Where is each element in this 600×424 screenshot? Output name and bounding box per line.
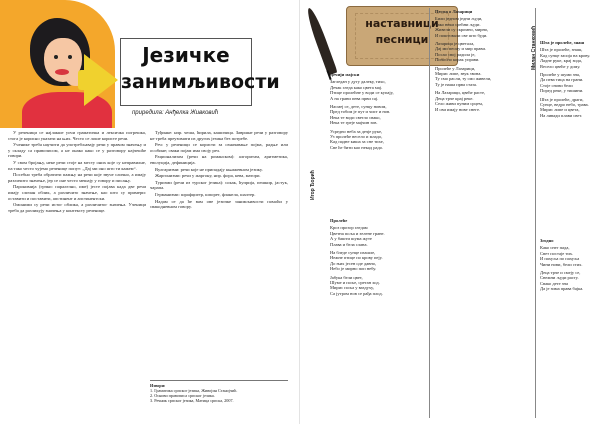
poem-line: Птице пролећне у води се купају, [330,90,394,96]
poem-stanza [330,225,426,247]
paragraph: У реченици се најлакше уочи граматичка и лексичка погрешка, стога је корисно указати на њих. Често се лоше користе речи. [8,130,146,141]
poet-name-label: Игор Ђорић [310,170,316,200]
column-divider [535,8,536,418]
poem-line: Небо је мирно поп небу. [330,266,377,272]
paragraph: Вулгаризми: речи које не припадају књижевном језику. [155,166,263,172]
poem-line: Пролеће у шуми зна, [540,72,581,78]
poem-stanza [540,47,600,69]
reference-item: 3. Речник српског језика, Матица српска, 2007. [150,398,234,403]
paragraph: Паронимија (грчки: паралелно, име) јесте појава када две речи имају сличан облик, а различито значење, као што су примери: оставити и поставити, апстинент и апстинентски. [8,184,146,201]
paragraph: Посебно треба обратити пажњу на речи које звуче слично, а имају различито значење, јер се оне често мешају у говору и писању. [8,172,146,183]
poem-line: Како снег пада, [540,245,570,251]
poem-line: Са јутром нов се рађа плод. [330,290,383,296]
poem-line: Свет постаје тих. [540,250,574,256]
paragraph: Туђинке: нпр. чеша, ћирила, кашичица. Завршне речи у разговору не треба преузимати из других језика без потребе. [150,130,288,141]
poem-line: Ту смо расли, ту смо живели, [435,76,492,82]
poem-line: Јабука бели цвет, [330,274,363,280]
poem-line: Шта је пролеће, знаш, [540,47,583,53]
poem-line: Деца трче крај реке. [435,95,474,101]
eye-icon [54,55,58,59]
poem-line: Тако неки срећни људи. [435,21,481,27]
poem-line: Пред тобом је пут и чист и нов. [330,109,391,115]
paragraph: Ученике треба научити да употребљавају речи у правом значењу и у складу са правописом, а не онако како се у разговору најчешће говори. [8,142,146,159]
poem [330,218,426,299]
poem-line: Све ће бити као некад радо. [330,144,384,150]
references-divider [150,380,288,381]
poem-line: Дечак гледа како цвета мај. [330,84,383,90]
poem-line: Живели су скромно, мирно, [435,27,489,33]
column-divider [429,8,430,418]
quill-icon [304,6,337,75]
megaphone-icon [84,54,118,106]
poem-line: Поносно корак управи. [435,57,480,63]
poem-line: Кроз прозор гледам [330,225,368,231]
poem-line: Стоје снови бели [540,82,573,88]
poem-line: А у башти шума жуте [330,236,372,242]
poem-line: На Лазарици, цвеће расте, [435,90,486,96]
poem-line: Пролеће у Лазарици, [435,65,476,71]
article-column-1 [8,130,146,214]
poem-line: Да је зима права бајка. [540,286,584,292]
poem-line: Нежне птице по крову пеју. [330,255,383,261]
poem-title: Згодно [540,238,554,243]
right-page [300,0,600,424]
header-illustration [0,0,300,128]
poem-title: Дечији мајски [330,72,360,77]
poem-line: Посао свој радила је, [435,51,476,57]
poem-stanza [540,270,600,292]
poem-stanza [435,16,525,38]
poem-line: На бледе сунце изашле, [330,250,376,256]
poem-line: Снежни људи расту. [540,275,579,281]
poem-line: Нека те води светло свако, [330,114,381,120]
poet-name-label: Милан Станковић [531,25,537,70]
eye-icon [68,55,72,59]
article-column-2 [150,130,288,211]
poem-line: Село живи пуним срцем, [435,101,483,107]
reference-item: 1. Граматика српског језика, Живојин Станојчић. [150,388,238,393]
poem-stanza [540,72,600,94]
poem-stanza [330,79,426,101]
poem-line: Дај ми песму и мир прави. [435,46,487,52]
paragraph: Реч: у реченици се користи за означавање појма, радње или особине; сваки појам има своју реч. [150,142,288,153]
poem-line: Мирис липе, звук звона. [435,71,482,77]
poem-title: Песма о Лазарици [435,9,473,14]
poem-title: Шта је пролеће, знаш [540,40,585,45]
paragraph: Омоними су речи истог облика, а различитог значења. Ученици треба да разликују значења у контексту реченице. [8,202,146,213]
poem-line: Загледан у дугу далеку, тихо, [330,79,386,85]
poem-line: Плава и бела слана. [330,241,368,247]
poem-line: Ту је наша прва стаза. [435,81,478,87]
poem-line: И пахуља по пахуља [540,256,580,262]
poem-line: Били једном једни људи, [435,16,483,22]
references [150,383,288,403]
poem-stanza [330,275,426,297]
poem [540,238,600,295]
poem-stanza [330,250,426,272]
poem-line: Свако дете зна [540,280,568,286]
poem-stanza [435,66,525,88]
paragraph: Жаргонизми: речи у жаргону, нпр. фора, кева, матори. [155,173,261,179]
poem-line: Уз пролеће весело и младо, [330,134,383,140]
references-heading: Извори: [150,383,166,388]
poem-stanza [540,97,600,119]
poem-line: Сунце, ведро небо, трава. [540,102,589,108]
paragraph: Надам се да ће вам ове језичке занимљивости помоћи у свакодневном говору. [150,198,288,210]
poem-title: Пролеће [330,218,348,223]
article-title-line2: занимљивости [121,71,280,93]
poem-line: Да пева тица на грани. [540,77,584,83]
poem-line: А на грани пева први сај. [330,95,379,101]
poem-stanza [330,129,426,151]
title-box [120,38,280,106]
poem-line: Усредно неба за дечје руке, [330,128,383,134]
paragraph: Рационализам (речи на романском): алгоритам, аритметика, еволуција, дефиниција. [150,154,288,165]
reference-item: 2. Основи правописа српског језика. [150,393,215,398]
poem [435,9,525,115]
poem-line: Ладне руке, крај зида, [540,58,583,64]
poem-line: Кад сунце засија на крову. [540,52,591,58]
paragraph: Германизми: шрафцигер, шпорет, фланела, шалтер. [155,191,256,197]
poem-line: Лазарица је цветала, [435,41,475,47]
poem-line: Насмеј се, дете, сунцу новом, [330,104,387,110]
poem-line: И сви имају нове снеге. [435,106,481,112]
section-heading-line1: наставници [365,17,439,30]
poem-line: Мирис липе и цвета, [540,107,580,113]
poem-line: Мирис поља у ваздуху, [330,285,374,291]
section-heading-line2: песници [375,33,429,46]
poem-line: До њих јесен оде давно, [330,260,377,266]
article-title-line1: Језичке [142,43,230,67]
poem-stanza [330,104,426,126]
poem-stanza [435,41,525,63]
poem-line: Шта је пролеће, драги, [540,96,584,102]
poem-line: Нека те греје мајчин зов. [330,120,378,126]
poem-line: На ливади плави свет. [540,112,583,118]
poem [330,72,426,153]
article-author: приредила: Анђелка Живковић [132,110,219,116]
poem-stanza [540,245,600,267]
poem-line: Кад падне киша за сне тихе, [330,139,384,145]
paragraph: Туризми (речи из турског језика): сокак, ћуприја, пешкир, јастук, чарапа. [150,179,288,191]
poem-line: Цветна поља и зелене гране. [330,230,385,236]
poem [540,40,600,121]
poem-stanza [435,90,525,112]
poem-line: Поред реке, у тишини. [540,88,584,94]
poem-line: Шуме и поље, сретан ход. [330,280,380,286]
poem-line: Весело цвеће у дому. [540,63,581,69]
poem-line: И поштовали све што буди. [435,32,488,38]
paragraph: У свом бројању, неке речи стоје на месту оних које су неправилне, па тако често чујемо реченице попут: „Дај ми оно што ти кажем“. [8,159,146,171]
poem-line: Чини нови, бели стих. [540,261,583,267]
poem-line: Деца трче и смеју се, [540,270,581,276]
